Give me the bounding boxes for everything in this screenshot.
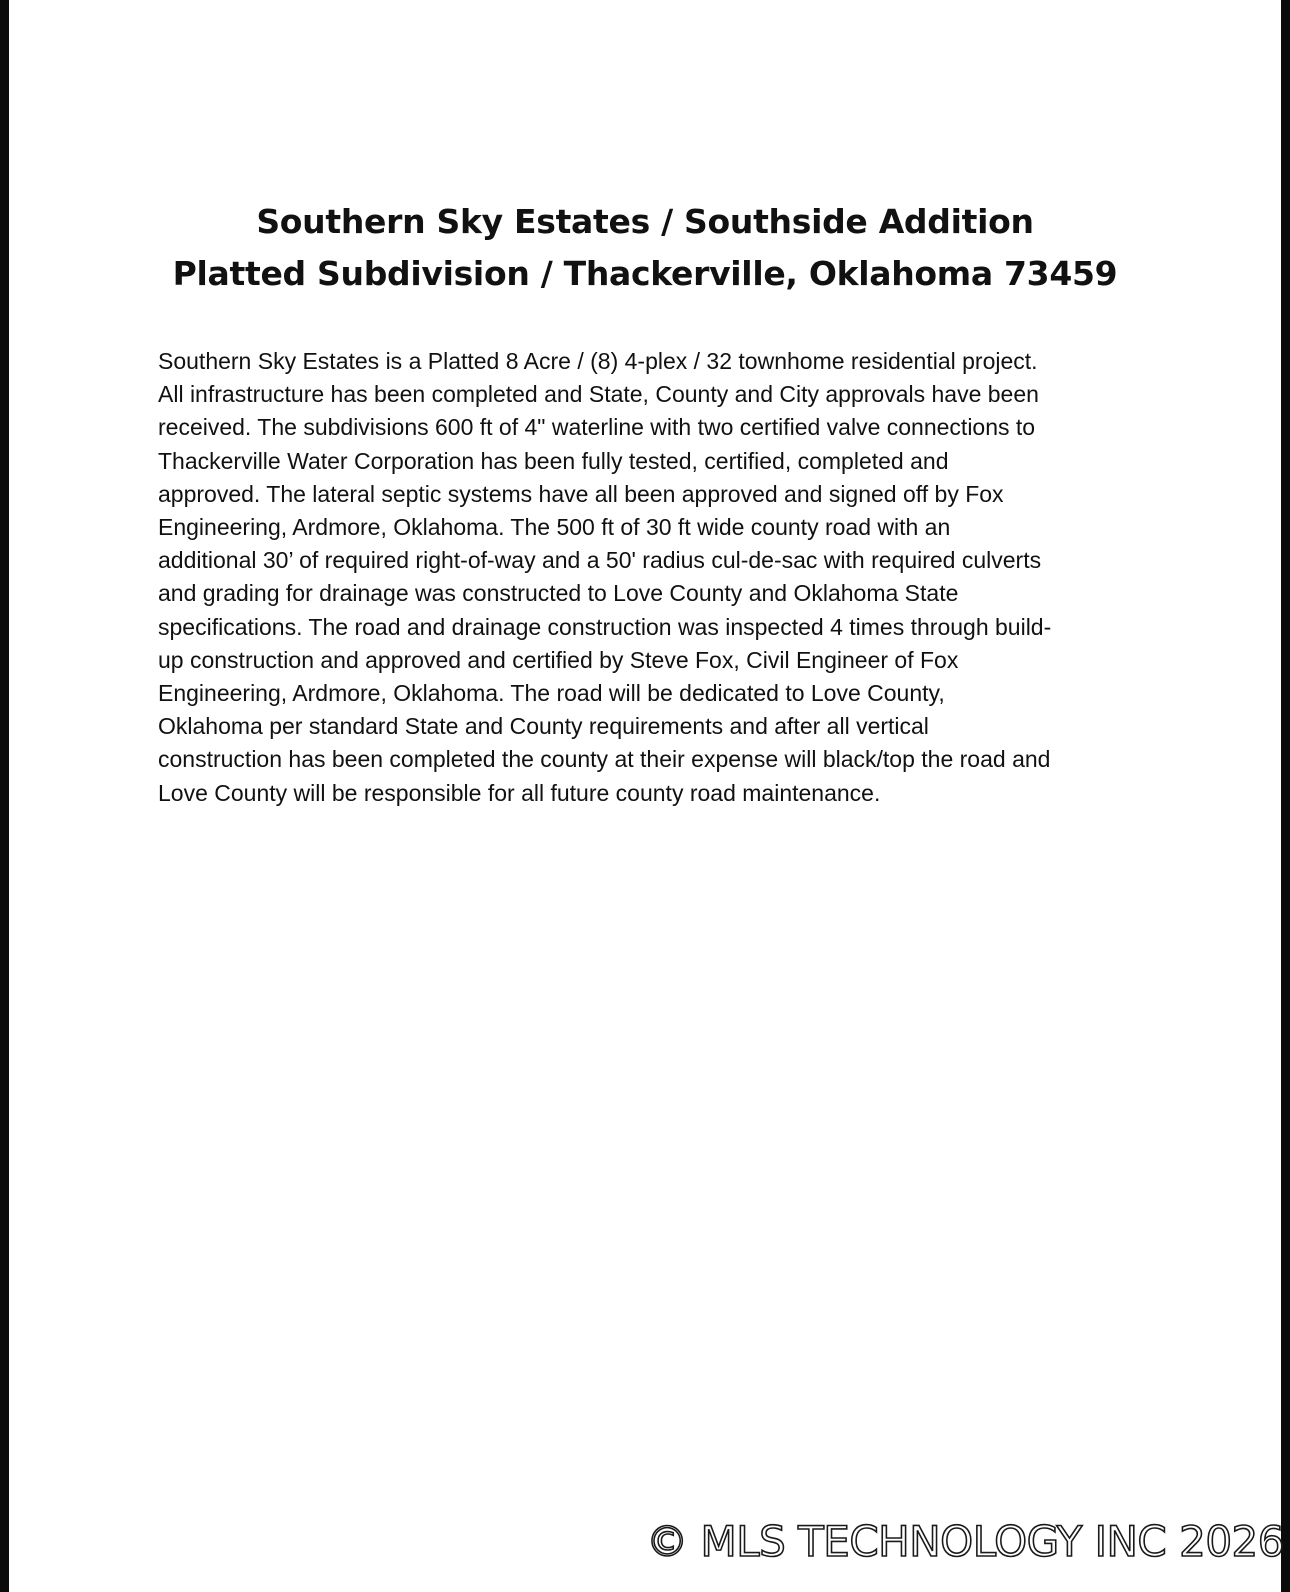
- document-title: [9, 196, 1281, 300]
- left-border: [0, 0, 9, 1592]
- body-line: Engineering, Ardmore, Oklahoma. The 500 ft of 30 ft wide county road with an: [158, 514, 951, 541]
- body-line: and grading for drainage was constructed to Love County and Oklahoma State: [158, 580, 959, 607]
- body-line: Oklahoma per standard State and County requirements and after all vertical: [158, 713, 929, 740]
- body-line: All infrastructure has been completed and State, County and City approvals have been: [158, 381, 1039, 408]
- body-line: Thackerville Water Corporation has been fully tested, certified, completed and: [158, 447, 949, 474]
- document-page: [9, 0, 1281, 1592]
- body-line: received. The subdivisions 600 ft of 4" waterline with two certified valve connections to: [158, 414, 1036, 441]
- body-line: Love County will be responsible for all future county road maintenance.: [158, 779, 881, 806]
- copyright-watermark: © MLS TECHNOLOGY INC 2026: [646, 1517, 1284, 1566]
- body-line: Southern Sky Estates is a Platted 8 Acre / (8) 4-plex / 32 townhome residential project.: [158, 348, 1038, 374]
- document-body: [158, 345, 1148, 810]
- body-line: up construction and approved and certified by Steve Fox, Civil Engineer of Fox: [158, 646, 959, 673]
- body-line: construction has been completed the county at their expense will black/top the road and: [158, 746, 1051, 773]
- body-line: approved. The lateral septic systems have all been approved and signed off by Fox: [158, 480, 1004, 507]
- right-border: [1281, 0, 1290, 1592]
- title-line-1: Southern Sky Estates / Southside Addition: [256, 202, 1034, 241]
- title-line-2: Platted Subdivision / Thackerville, Oklahoma 73459: [172, 254, 1118, 293]
- body-line: specifications. The road and drainage construction was inspected 4 times through build-: [158, 613, 1052, 640]
- body-line: additional 30’ of required right-of-way and a 50' radius cul-de-sac with required culverts: [158, 547, 1042, 574]
- body-line: Engineering, Ardmore, Oklahoma. The road will be dedicated to Love County,: [158, 680, 945, 707]
